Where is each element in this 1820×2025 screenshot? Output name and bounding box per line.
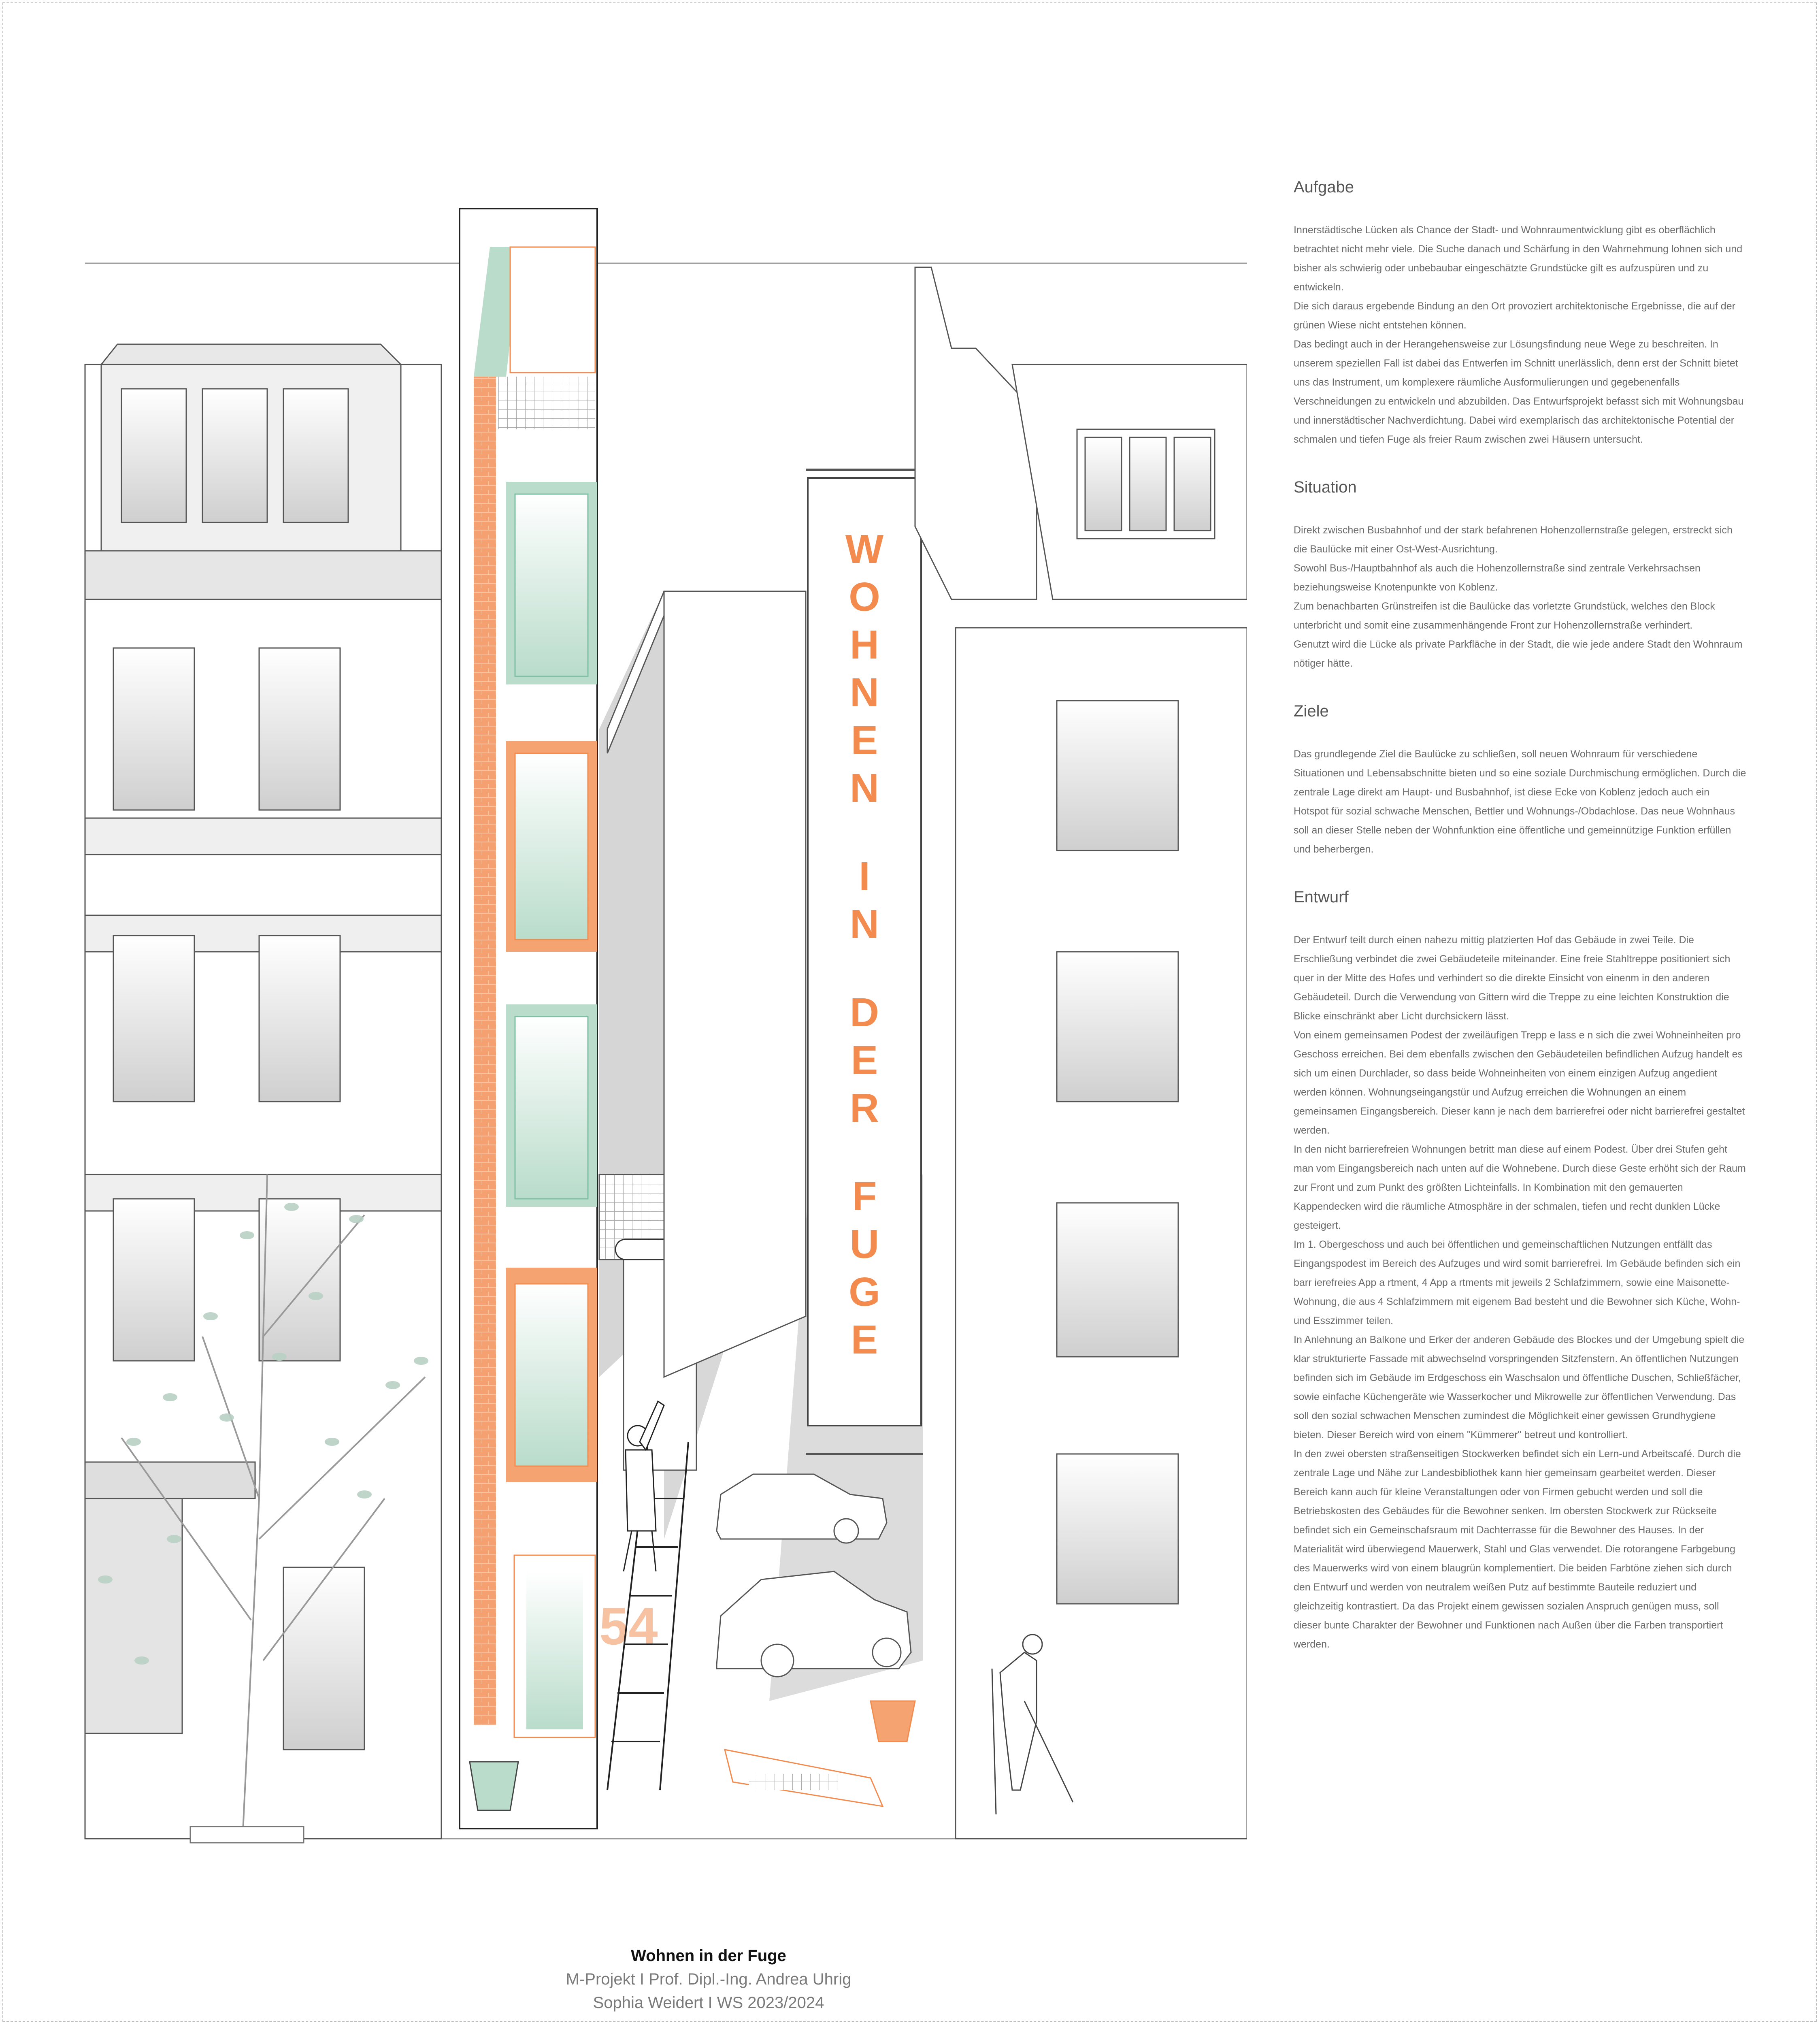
side-wall xyxy=(664,591,806,1377)
project-course: M-Projekt I Prof. Dipl.-Ing. Andrea Uhrig xyxy=(566,1970,851,1988)
caption xyxy=(425,1944,992,2014)
banner-letter: R xyxy=(849,1085,879,1131)
banner-letter: F xyxy=(852,1174,877,1219)
banner-letter: H xyxy=(849,622,879,667)
banner-letter: G xyxy=(849,1269,880,1315)
banner-letter: W xyxy=(845,526,884,572)
section-body: Der Entwurf teilt durch einen nahezu mittig platzierten Hof das Gebäude in zwei Teile. Die Erschließung verbindet die zwei Gebäudeteile miteinander. Eine freie Stahltreppe positioniert sich quer in der Mitte des Hofes und verhindert so die direkte Einsicht von einenm in den anderen Gebäudeteil. Durch die Verwendung von Gittern wird die Treppe zu eine leichten Konstruktion die Blicke einschränkt aber Licht durchsickern lässt. Von einem gemeinsamen Podest der zweiläufigen Trepp e lass e n sich die zwei Wohneinheiten pro Geschoss erreichen. Bei dem ebenfalls zwischen den Gebäudeteilen befindlichen Aufzug handelt es sich um einen Durchlader, so dass beide Wohneinheiten von einem einzigen Aufzug angedient werden können. Wohnungseingangstür und Aufzug erreichen die Wohnungen an einem gemeinsamen Eingangsbereich. Dieser kann je nach dem barrierefrei oder nicht barrierefrei gestaltet werden. In den nicht barrierefreien Wohnungen betritt man diese auf einem Podest. Über drei Stufen geht man vom Eingangsbereich nach unten auf die Wohnebene. Durch diese Geste erhöht sich der Raum zur Front und zum Punkt des größten Lichteinfalls. In Kombination mit den gemauerten Kappendecken wird die räumliche Atmosphäre in der schmalen, tiefen und recht dunklen Lücke gesteigert. Im 1. Obergeschoss und auch bei öffentlichen und gemeinschaftlichen Nutzungen entfällt das Eingangspodest im Bereich des Aufzuges und wird somit barrierefrei. Im Gebäude befinden sich ein barr ierefreies App a rtment, 4 App a rtments mit jeweils 2 Schlafzimmern, sowie eine Maisonette-Wohnung, die aus 4 Schlafzimmern mit eigenem Bad besteht und die Bewohner sich Küche, Wohn-und Esszimmer teilen. In Anlehnung an Balkone und Erker der anderen Gebäude des Blockes und der Umgebung spielt die klar strukturierte Fassade mit abwechselnd vorspringenden Sitzfenstern. An öffentlichen Nutzungen befinden sich im Gebäude im Erdgeschoss ein Waschsalon und öffentliche Duschen, Schließfächer, sowie einfache Küchengeräte wie Wasserkocher und Mikrowelle zur öffentlichen Verwendung. Das soll den sozial schwachen Menschen zumindest die Möglichkeit einer gewissen Grundhygiene bieten. Dieser Bereich wird von einem "Kümmerer" betreut und kontrolliert. In den zwei obersten straßenseitigen Stockwerken befindet sich ein Lern-und Arbeitscafé. Durch die zentrale Lage und Nähe zur Landesbibliothek kann hier gemeinsam gearbeitet werden. Dieser Bereich kann auch für kleine Veranstaltungen oder von Firmen gebucht werden und soll die Betriebskosten des Gebäudes für die Bewohner senken. Im obersten Stockwerk zur Rückseite befindet sich ein Gemeinschafsraum mit Dachterrasse für die Bewohner des Hauses. In der Materialität wird überwiegend Mauerwerk, Stahl und Glas verwendet. Die rotorangene Farbgebung des Mauerwerks wird von einem blaugrün komplementiert. Die beiden Farbtöne ziehen sich durch den Entwurf und werden von neutralem weißen Putz auf bestimmte Bauteile reduziert und gleichzeitig kontrastiert. Da das Projekt einem gewissen sozialen Anspruch genügen muss, soll dieser bunte Charakter der Bewohner und Funktionen nach Außen über die Farben transportiert werden. xyxy=(1294,934,1746,1650)
section-body: Direkt zwischen Busbahnhof und der stark befahrenen Hohenzollernstraße gelegen, erstreckt sich die Baulücke mit einer Ost-West-Ausrichtung. Sowohl Bus-/Hauptbahnhof als auch die Hohenzollernstraße sind zentrale Verkehrsachsen beziehungsweise Knotenpunkte von Koblenz. Zum benachbarten Grünstreifen ist die Baulücke das vorletzte Grundstück, welches den Block unterbricht und somit eine zusammenhängende Front zur Hohenzollernstraße verhindert. Genutzt wird die Lücke als private Parkfläche in der Stadt, die wie jede andere Stadt den Wohnraum nötiger hätte. xyxy=(1294,524,1743,669)
left-building xyxy=(85,344,441,1839)
banner-letters xyxy=(845,526,884,1362)
banner-letter: E xyxy=(851,718,878,763)
banner-sign xyxy=(806,470,923,1454)
project-title: Wohnen in der Fuge xyxy=(631,1947,786,1965)
section-heading: Aufgabe xyxy=(1294,178,1354,196)
project-author: Sophia Weidert I WS 2023/2024 xyxy=(593,1994,824,2012)
banner-letter: E xyxy=(851,1317,878,1362)
carpet-roll xyxy=(725,1750,883,1806)
bucket-orange xyxy=(871,1701,915,1742)
right-building xyxy=(915,267,1247,1839)
section-ziele xyxy=(1294,702,1747,859)
text-column xyxy=(1294,178,1747,1683)
section-situation xyxy=(1294,478,1747,673)
infill-building xyxy=(460,209,597,1829)
section-aufgabe xyxy=(1294,178,1747,449)
section-heading: Entwurf xyxy=(1294,888,1349,906)
banner-letter: N xyxy=(849,902,879,947)
bucket-mint xyxy=(470,1762,518,1810)
banner-letter: E xyxy=(851,1038,878,1083)
banner-letter: U xyxy=(849,1221,879,1267)
banner-letter: O xyxy=(849,574,880,620)
tree-grate xyxy=(190,1827,304,1843)
section-entwurf xyxy=(1294,888,1747,1654)
section-body: Das grundlegende Ziel die Baulücke zu schließen, soll neuen Wohnraum für verschiedene Situationen und Lebensabschnitte bieten und so eine soziale Durchmischung ermöglichen. Durch die zentrale Lage direkt am Haupt- und Busbahnhof, ist diese Ecke von Koblenz jedoch auch ein Hotspot für sozial schwache Menschen, Bettler und Wohnungs-/Obdachlose. Das neue Wohnhaus soll an dieser Stelle neben der Wohnfunktion eine öffentliche und gemeinnützige Funktion erfüllen und beherbergen. xyxy=(1294,748,1746,855)
banner-letter: D xyxy=(849,990,879,1035)
banner-letter: I xyxy=(859,854,870,899)
section-body: Innerstädtische Lücken als Chance der Stadt- und Wohnraumentwicklung gibt es oberflächlich betrachtet nicht mehr viele. Die Suche danach und Schärfung in den Wahrnehmung lohnen sich und bisher als schwierig oder unbebaubar eingeschätzte Grundstücke gilt es aufzuspüren und zu entwickeln. Die sich daraus ergebende Bindung an den Ort provoziert architektonische Ergebnisse, die auf der grünen Wiese nicht entstehen können. Das bedingt auch in der Herangehensweise zur Lösungsfindung neue Wege zu beschreiten. In unserem speziellen Fall ist dabei das Entwerfen im Schnitt unerlässlich, denn erst der Schnitt bietet uns das Instrument, um komplexere räumliche Ausformulierungen und gegebenenfalls Verschneidungen zu entwickeln und abzubilden. Das Entwurfsprojekt befasst sich mit Wohnungsbau und innerstädtischer Nachverdichtung. Dabei wird exemplarisch das architektonische Potential der schmalen und tiefen Fuge als freier Raum zwischen zwei Häusern untersucht. xyxy=(1294,224,1744,445)
banner-letter: N xyxy=(849,765,879,811)
section-heading: Ziele xyxy=(1294,702,1329,720)
section-heading: Situation xyxy=(1294,478,1357,496)
house-number: 54 xyxy=(599,1597,658,1656)
banner-letter: N xyxy=(849,670,879,715)
